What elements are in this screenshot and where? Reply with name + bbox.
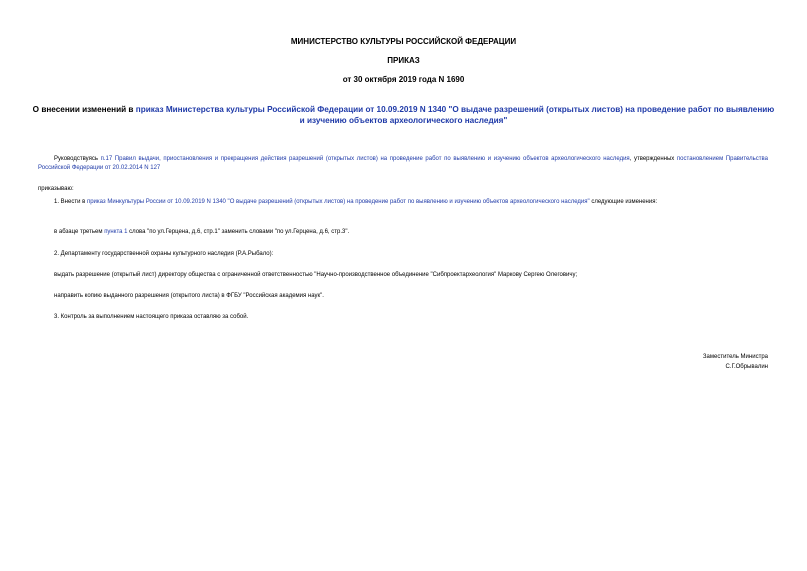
subject-prefix: О внесении изменений в xyxy=(32,105,136,114)
item1-text-2: следующие изменения: xyxy=(589,199,658,205)
item1-sub-link-point[interactable]: пункта 1 xyxy=(104,229,128,235)
basis-text-1: Руководствуясь xyxy=(54,156,101,162)
subject-link[interactable]: приказ Министерства культуры Российской Федерации от 10.09.2019 N 1340 "О выдаче разрешений (открытых листов) на проведение работ по выявлению и изучению объектов археологического наследия" xyxy=(135,105,775,125)
item-3: 3. Контроль за выполнением настоящего приказа оставляю за собой. xyxy=(54,314,249,320)
order-word: приказываю: xyxy=(38,186,74,192)
item1-sub-text-2: слова "по ул.Герцена, д.6, стр.1" заменить словами "по ул.Герцена, д.6, стр.3". xyxy=(127,229,350,235)
item-2-a: выдать разрешение (открытый лист) директору общества с ограниченной ответственностью "Научно-производственное объединение "Сибпроектархеология" Маркову Сергею Олеговичу; xyxy=(54,272,578,278)
item-2-b: направить копию выданного разрешения (открытого листа) в ФГБУ "Российская академия наук". xyxy=(54,293,324,299)
signature-position: Заместитель Министра xyxy=(702,354,768,360)
item1-sub-text-1: в абзаце третьем xyxy=(54,229,105,235)
item-2: 2. Департаменту государственной охраны культурного наследия (Р.А.Рыбало): xyxy=(54,251,274,257)
basis-text-2: , утвержденных xyxy=(629,156,677,162)
doc-type: ПРИКАЗ xyxy=(387,56,420,65)
item1-text-1: 1. Внести в xyxy=(54,199,87,205)
doc-date-number: от 30 октября 2019 года N 1690 xyxy=(342,75,465,84)
basis-link-resolution[interactable]: постановлением Правительства Российской Федерации от 20.02.2014 N 127 xyxy=(38,156,768,171)
item1-link-order[interactable]: приказ Минкультуры России от 10.09.2019 N 1340 "О выдаче разрешений (открытых листов) на проведение работ по выявлению и изучению объектов археологического наследия" xyxy=(86,199,590,205)
item-1 xyxy=(38,198,768,207)
basis-paragraph xyxy=(38,155,768,173)
ministry-title: МИНИСТЕРСТВО КУЛЬТУРЫ РОССИЙСКОЙ ФЕДЕРАЦИИ xyxy=(290,37,517,46)
doc-subject xyxy=(30,104,777,126)
item-1-sub xyxy=(54,228,768,237)
basis-link-rules[interactable]: п.17 Правил выдачи, приостановления и прекращения действия разрешений (открытых листов) на проведение работ по выявлению и изучению объектов археологического наследия xyxy=(100,156,630,162)
signature-name: С.Г.Обрывалин xyxy=(725,364,768,370)
